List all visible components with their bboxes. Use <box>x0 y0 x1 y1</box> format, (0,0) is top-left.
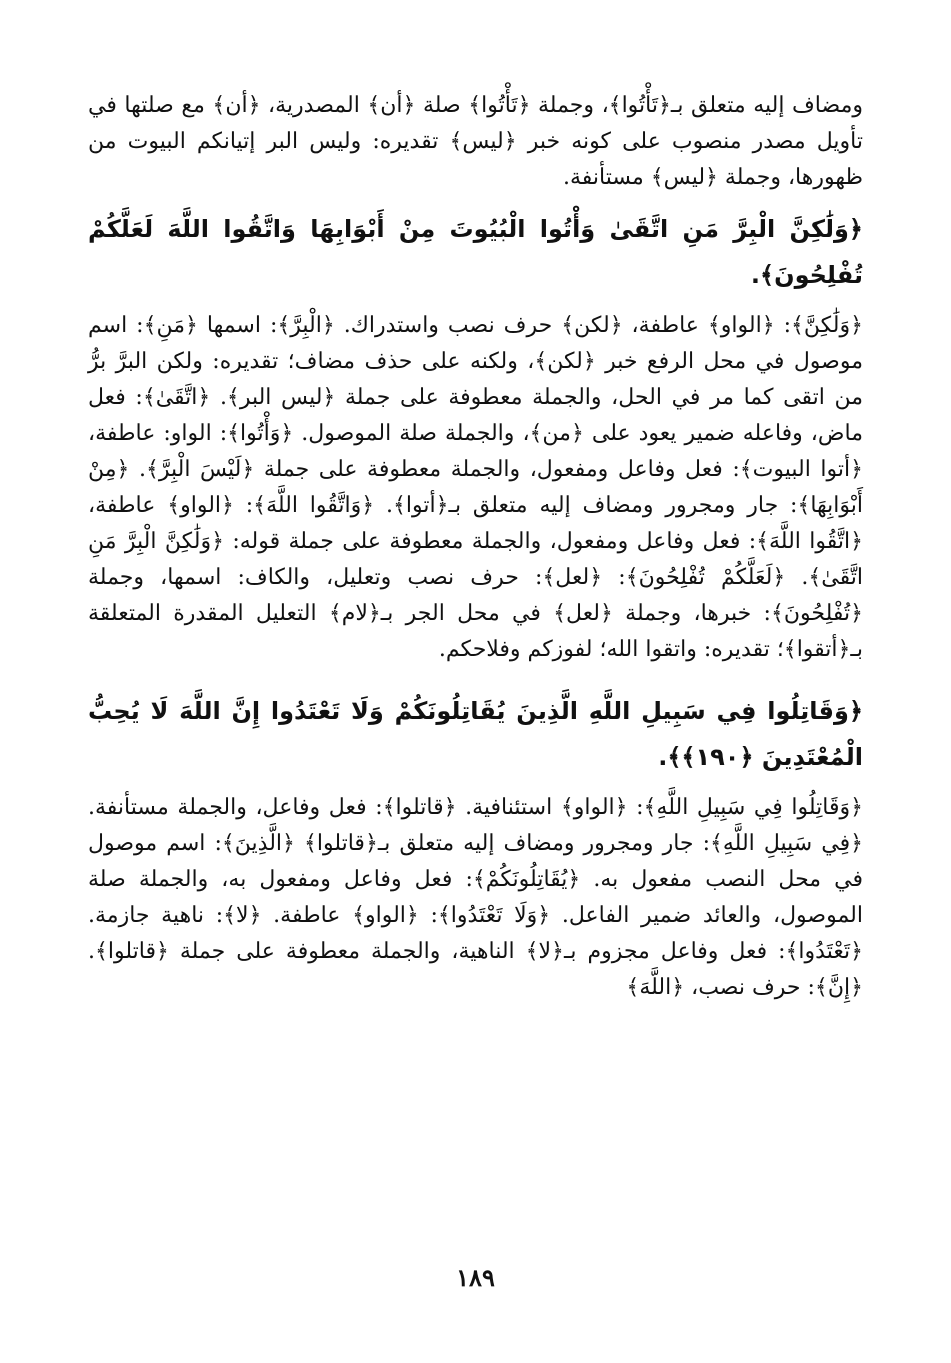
commentary-paragraph-1: ومضاف إليه متعلق بـ﴿تَأْتُوا﴾، وجملة ﴿تَأْتُوا﴾ صلة ﴿أن﴾ المصدرية، ﴿أن﴾ مع صلتها في تأويل مصدر منصوب على كونه خبر ﴿ليس﴾ تقديره: وليس البر إتيانكم البيوت من ظهورها، وجملة ﴿ليس﴾ مستأنفة. <box>88 93 863 190</box>
page-number: ١٨٩ <box>456 1263 495 1292</box>
page-body <box>88 88 863 1006</box>
commentary-paragraph-2: ﴿وَلَٰكِنَّ﴾: ﴿الواو﴾ عاطفة، ﴿لكن﴾ حرف نصب واستدراك. ﴿الْبِرَّ﴾: اسمها ﴿مَنِ﴾: اسم موصول في محل الرفع خبر ﴿لكن﴾، ولكنه على حذف مضاف؛ تقديره: ولكن البرَّ برُّ من اتقى كما مر في الحل، والجملة معطوفة على جملة ﴿ليس البر﴾. ﴿اتَّقَىٰ﴾: فعل ماض، وفاعله ضمير يعود على ﴿من﴾، والجملة صلة الموصول. ﴿وَأْتُوا﴾: الواو: عاطفة، ﴿أتوا البيوت﴾: فعل وفاعل ومفعول، والجملة معطوفة على جملة ﴿لَيْسَ الْبِرَّ﴾. ﴿مِنْ أَبْوَابِهَا﴾: جار ومجرور ومضاف إليه متعلق بـ﴿أتوا﴾. ﴿وَاتَّقُوا اللَّهَ﴾: ﴿الواو﴾ عاطفة، ﴿اتَّقُوا اللَّهَ﴾: فعل وفاعل ومفعول، والجملة معطوفة على جملة قوله: ﴿وَلَٰكِنَّ الْبِرَّ مَنِ اتَّقَىٰ﴾. ﴿لَعَلَّكُمْ تُفْلِحُونَ﴾: ﴿لعل﴾: حرف نصب وتعليل، والكاف: اسمها، وجملة ﴿تُفْلِحُونَ﴾: خبرها، وجملة ﴿لعل﴾ في محل الجر بـ﴿لام﴾ التعليل المقدرة المتعلقة بـ﴿أتقوا﴾؛ تقديره: واتقوا الله؛ لفوزكم وفلاحكم. <box>88 313 863 662</box>
quran-verse-189: ﴿وَلَٰكِنَّ الْبِرَّ مَنِ اتَّقَىٰ وَأْتُوا الْبُيُوتَ مِنْ أَبْوَابِهَا وَاتَّقُوا اللَّهَ لَعَلَّكُمْ تُفْلِحُونَ﴾. <box>88 215 863 289</box>
commentary-paragraph-3: ﴿وَقَاتِلُوا فِي سَبِيلِ اللَّهِ﴾: ﴿الواو﴾ استئنافية. ﴿قاتلوا﴾: فعل وفاعل، والجملة مستأنفة. ﴿فِي سَبِيلِ اللَّهِ﴾: جار ومجرور ومضاف إليه متعلق بـ﴿قاتلوا﴾ ﴿الَّذِينَ﴾: اسم موصول في محل النصب مفعول به. ﴿يُقَاتِلُونَكُمْ﴾: فعل وفاعل ومفعول به، والجملة صلة الموصول، والعائد ضمير الفاعل. ﴿وَلَا تَعْتَدُوا﴾: ﴿الواو﴾ عاطفة. ﴿لا﴾: ناهية جازمة. ﴿تَعْتَدُوا﴾: فعل وفاعل مجزوم بـ﴿لا﴾ الناهية، والجملة معطوفة على جملة ﴿قاتلوا﴾. ﴿إِنَّ﴾: حرف نصب، ﴿اللَّهَ﴾ <box>88 795 863 1000</box>
quran-verse-190: ﴿وَقَاتِلُوا فِي سَبِيلِ اللَّهِ الَّذِينَ يُقَاتِلُونَكُمْ وَلَا تَعْتَدُوا إِنَّ اللَّهَ لَا يُحِبُّ الْمُعْتَدِينَ ﴿١٩٠﴾﴾. <box>88 697 863 771</box>
